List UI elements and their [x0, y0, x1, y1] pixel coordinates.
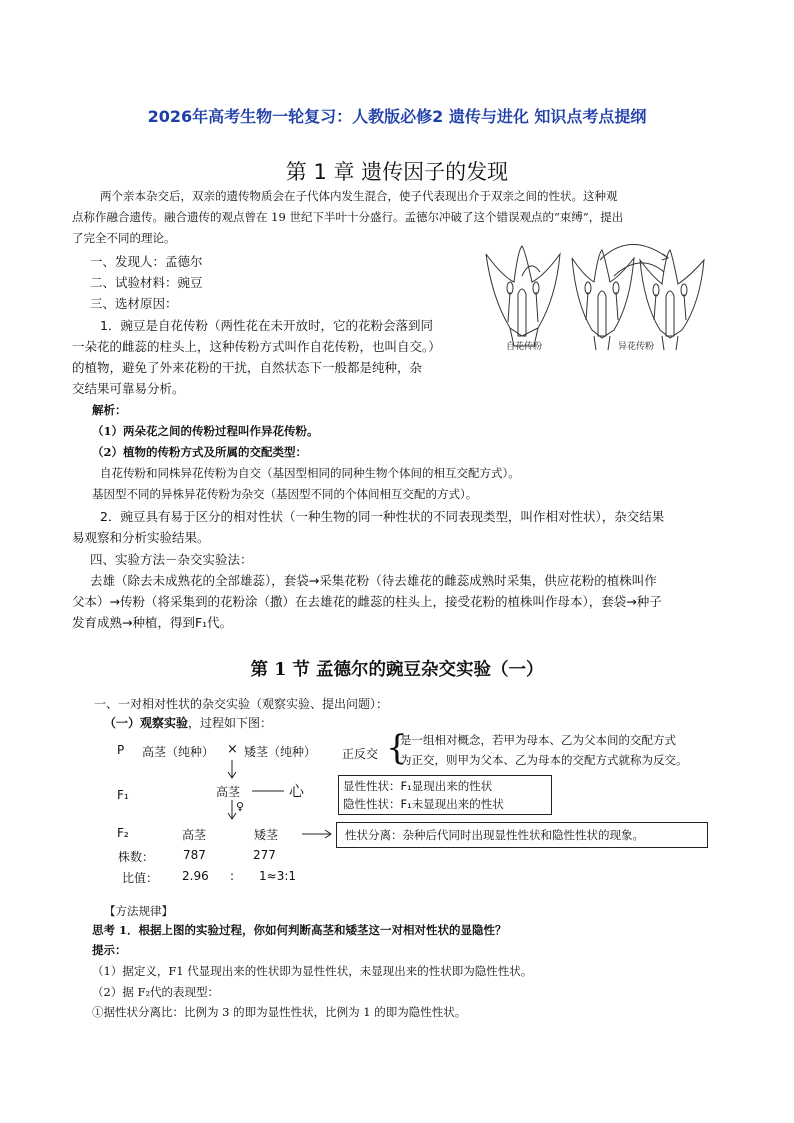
method-line-3: 发育成熟→种植，得到F₁代。	[72, 615, 233, 630]
hint-2: （2）据 F₂代的表现型：	[92, 985, 220, 999]
count-short: 277	[253, 848, 276, 862]
section-title: 第 1 节 孟德尔的豌豆杂交实验（一）	[250, 660, 544, 680]
f2-tall-label: 高茎	[182, 828, 207, 842]
document-title: 2026年高考生物一轮复习：人教版必修2 遗传与进化 知识点考点提纲	[147, 107, 647, 126]
count-label: 株数：	[118, 850, 155, 864]
ratio-label: 比值：	[122, 871, 159, 885]
count-tall: 787	[183, 848, 206, 862]
subheading-1: 一、一对相对性状的杂交实验（观察实验、提出问题）：	[94, 697, 389, 711]
reason2-line-2: 易观察和分析实验结果。	[72, 530, 210, 545]
method-line-1: 去雄（除去未成熟花的全部雄蕊），套袋→采集花粉（待去雄花的雌蕊成熟时采集，供应花粉的植株叫作	[90, 573, 657, 588]
reason1-line-3: 的植物，避免了外来花粉的干扰，自然状态下一般都是纯种，杂	[72, 360, 423, 375]
analysis-a1: 自花传粉和同株异花传粉为自交（基因型相同的同种生物个体间的相互交配方式）。	[100, 466, 520, 480]
dominant-recessive-box	[338, 775, 552, 815]
dominant-trait-def: 显性性状：F₁显现出来的性状	[343, 779, 493, 793]
ratio-colon: :	[230, 869, 235, 883]
segregation-box	[336, 822, 708, 848]
intro-line-1: 两个亲本杂交后，双亲的遗传物质会在子代体内发生混合，使子代表现出介于双亲之间的性状。这种观	[100, 189, 618, 203]
pollination-figure	[480, 236, 710, 358]
selfing-symbol: ♀	[236, 800, 245, 813]
f1-generation-label: F₁	[117, 788, 129, 802]
reason1-line-2: 一朵花的雌蕊的柱头上，这种传粉方式叫作自花传粉，也叫自交。）	[72, 339, 441, 354]
p-tall-label: 高茎（纯种）	[142, 745, 215, 759]
think1-question: 思考 1．根据上图的实验过程，你如何判断高茎和矮茎这一对相对性状的显隐性？	[92, 923, 507, 937]
hint-3: ①据性状分离比：比例为 3 的即为显性性状，比例为 1 的即为隐性性状。	[92, 1005, 467, 1019]
intro-line-3: 了完全不同的理论。	[72, 231, 176, 245]
reciprocal-brace: {	[386, 728, 408, 768]
hint-label: 提示：	[92, 943, 127, 957]
reason1-line-4: 交结果可靠易分析。	[72, 381, 185, 396]
p-short-label: 矮茎（纯种）	[244, 745, 317, 759]
f1-tall-label: 高茎	[216, 785, 241, 799]
reason1-line-1: 1．豌豆是自花传粉（两性花在未开放时，它的花粉会落到同	[100, 318, 433, 333]
self-pollination-label: 自花传粉	[506, 342, 543, 352]
ratio-tall: 2.96	[182, 869, 209, 883]
ratio-short: 1≈3:1	[259, 869, 297, 883]
f2-generation-label: F₂	[117, 826, 129, 840]
reason2-line-1: 2．豌豆具有易于区分的相对性状（一种生物的同一种性状的不同表现类型，叫作相对性状），杂交结果	[100, 509, 665, 524]
segregation-def: 性状分离：杂种后代同时出现显性性状和隐性性状的现象。	[345, 828, 644, 842]
hint-1: （1）据定义，F1 代显现出来的性状即为显性性状，未显现出来的性状即为隐性性状。	[92, 964, 533, 978]
method-heading: 四、实验方法－杂交实验法：	[90, 552, 253, 567]
reason-item: 三、选材原因：	[90, 296, 178, 311]
analysis-a2: 基因型不同的异株异花传粉为杂交（基因型不同的个体间相互交配的方式）。	[92, 487, 478, 501]
subheading-2	[104, 713, 272, 734]
subheading-2-suffix: ，过程如下图：	[188, 716, 273, 730]
rules-heading: 【方法规律】	[104, 904, 173, 918]
p-generation-label: P	[117, 743, 125, 757]
reciprocal-def-line-2: 为正交，则甲为父本、乙为母本的交配方式就称为反交。	[400, 753, 688, 767]
cross-symbol: ×	[227, 742, 238, 757]
intro-line-2: 点称作融合遗传。融合遗传的观点曾在 19 世纪下半叶十分盛行。孟德尔冲破了这个错误观点的“束缚”，提出	[72, 210, 624, 224]
f2-short-label: 矮茎	[254, 828, 279, 842]
subheading-2-prefix: （一）观察实验	[104, 716, 189, 730]
analysis-q1: （1）两朵花之间的传粉过程叫作异花传粉。	[92, 424, 319, 438]
heart-glyph: 心	[289, 782, 305, 800]
analysis-q2: （2）植物的传粉方式及所属的交配类型：	[92, 445, 307, 459]
material-item: 二、试验材料：豌豆	[90, 275, 203, 290]
discoverer-item: 一、发现人：孟德尔	[90, 254, 203, 269]
recessive-trait-def: 隐性性状：F₁未显现出来的性状	[343, 797, 504, 811]
method-line-2: 父本）→传粉（将采集到的花粉涂（撒）在去雄花的雌蕊的柱头上，接受花粉的植株叫作母本），套袋→种子	[72, 594, 662, 609]
analysis-heading: 解析：	[92, 403, 127, 417]
reciprocal-cross-label: 正反交	[342, 747, 379, 761]
reciprocal-def-line-1: 是一组相对概念，若甲为母本、乙为父本间的交配方式	[400, 733, 676, 747]
chapter-title: 第 1 章 遗传因子的发现	[285, 160, 509, 184]
cross-pollination-label: 异花传粉	[618, 342, 655, 352]
